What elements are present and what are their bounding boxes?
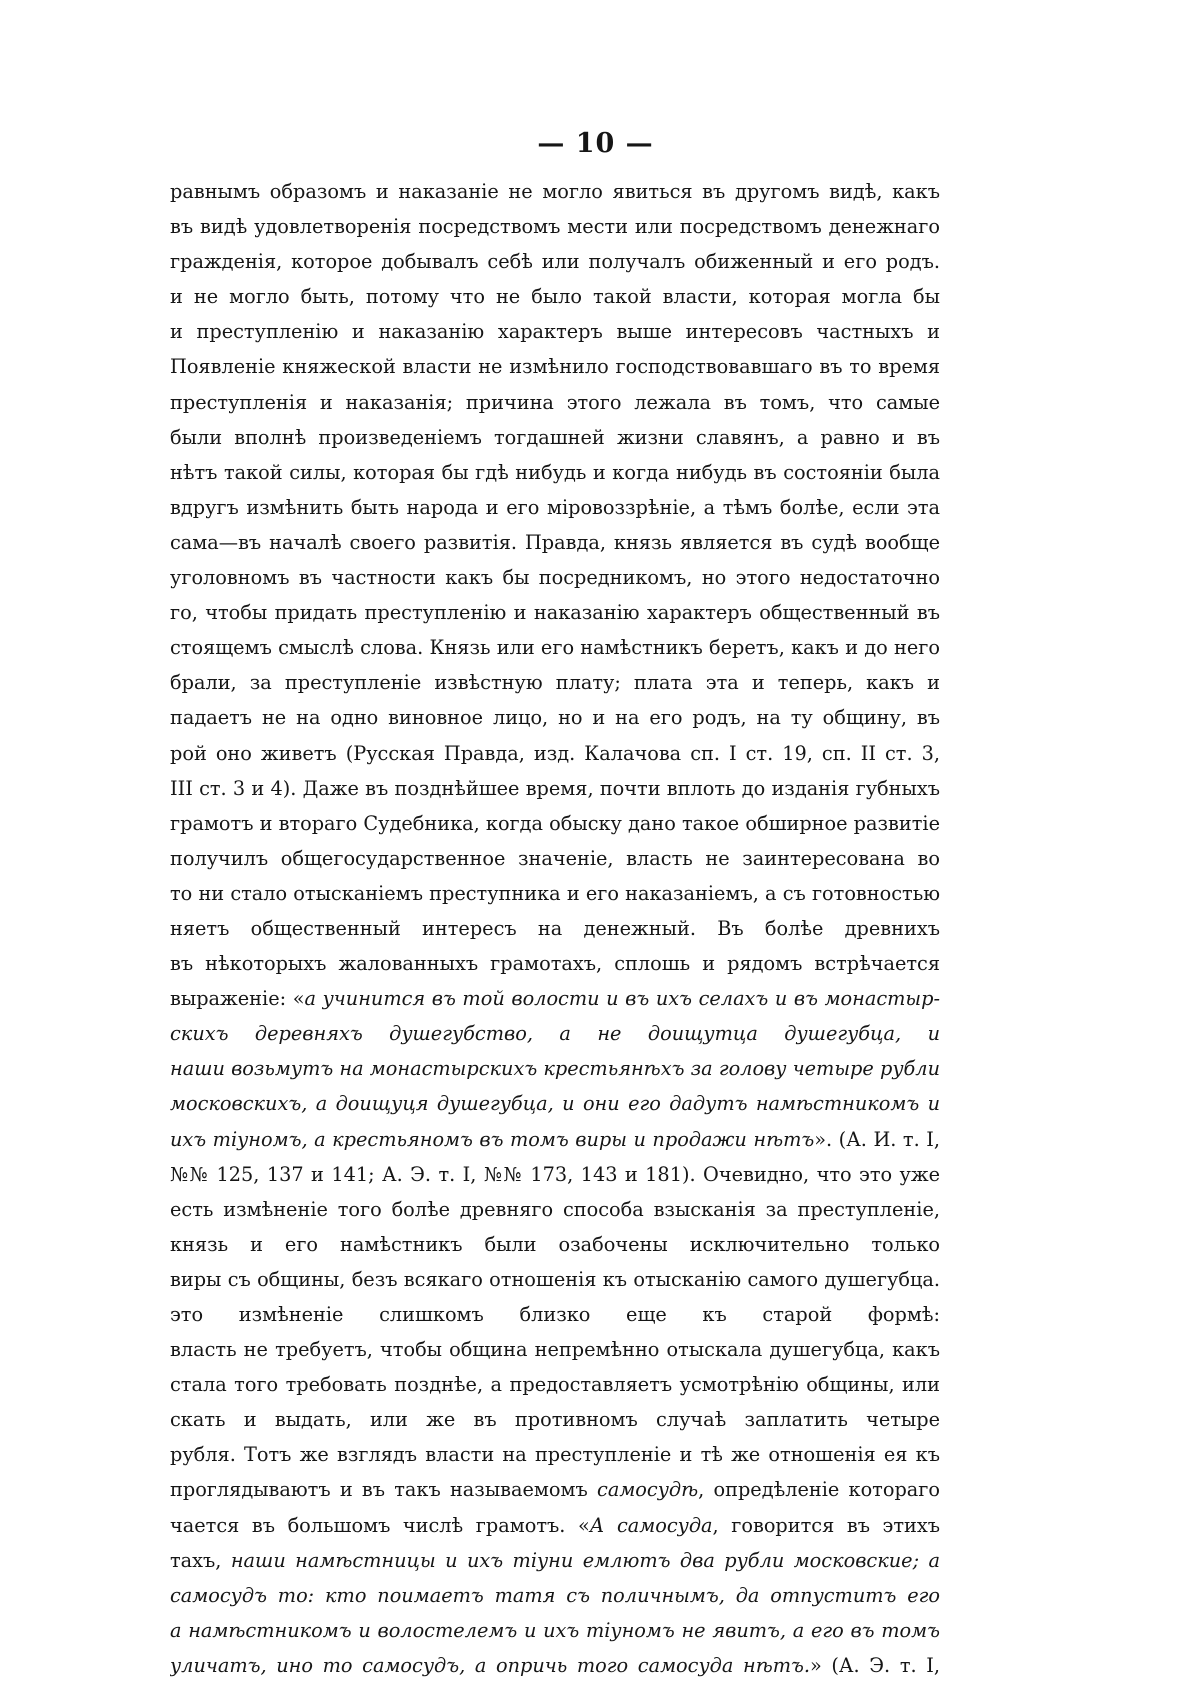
- text-line: [170, 736, 940, 771]
- text-line: [170, 1508, 940, 1543]
- text-segment: III ст. 3 и 4). Даже въ позднѣйшее время, почти вплоть до изданія губныхъ: [170, 776, 940, 800]
- text-line: [170, 1297, 940, 1332]
- text-segment: » (А. Э. т. I,: [809, 1653, 940, 1677]
- text-segment: скать и выдать, или же въ противномъ случаѣ заплатить четыре: [170, 1408, 940, 1432]
- text-line: [170, 595, 940, 630]
- text-line: [170, 876, 940, 911]
- text-segment: выраженіе: «: [170, 987, 305, 1011]
- text-segment: брали, за преступленіе извѣстную плату; плата эта и теперь, какъ и: [170, 671, 940, 695]
- text-segment: нѣтъ такой силы, которая бы гдѣ нибудь и когда нибудь въ состояніи была: [170, 460, 940, 484]
- italic-quote-segment: уличатъ, ино то самосудъ, а опричь того самосуда нѣтъ.: [170, 1653, 810, 1677]
- text-segment: равнымъ образомъ и наказаніе не могло явиться въ другомъ видѣ, какъ: [170, 180, 940, 203]
- italic-quote-segment: а учинится въ той волости и въ ихъ селахъ и въ монастыр-: [304, 987, 940, 1011]
- text-segment: и не могло быть, потому что не было такой власти, которая могла бы: [170, 285, 940, 309]
- text-line: [170, 1648, 940, 1683]
- text-line: [170, 560, 940, 595]
- text-segment: князь и его намѣстникъ были озабочены исключительно только: [170, 1232, 940, 1256]
- text-segment: , говорится въ этихъ: [712, 1513, 940, 1537]
- text-line: [170, 1262, 940, 1297]
- text-line: [170, 1367, 940, 1402]
- text-segment: , опредѣленіе котораго: [698, 1478, 940, 1502]
- italic-quote-segment: скихъ деревняхъ душегубство, а не доищутца душегубца, и: [170, 1022, 940, 1046]
- text-line: [170, 981, 940, 1016]
- text-line: [170, 314, 940, 349]
- text-line: [170, 1086, 940, 1121]
- text-segment: власть не требуетъ, чтобы община непремѣнно отыскала душегубца, какъ: [170, 1338, 940, 1362]
- text-segment: няетъ общественный интересъ на денежный. Въ болѣе древнихъ: [170, 916, 940, 940]
- text-segment: стала того требовать позднѣе, а предоставляетъ усмотрѣнію общины, или: [170, 1373, 940, 1397]
- text-line: [170, 1472, 940, 1507]
- text-line: [170, 1613, 940, 1648]
- text-line: [170, 1543, 940, 1578]
- text-line: [170, 209, 940, 244]
- text-segment: го, чтобы придать преступленію и наказанію характеръ общественный въ: [170, 601, 940, 625]
- text-segment: рой оно живетъ (Русская Правда, изд. Калачова сп. I ст. 19, сп. II ст. 3,: [170, 741, 940, 765]
- text-line: [170, 1051, 940, 1086]
- text-segment: сама—въ началѣ своего развитія. Правда, князь является въ судѣ вообще: [170, 530, 940, 554]
- text-line: [170, 420, 940, 455]
- text-line: [170, 385, 940, 420]
- text-segment: №№ 125, 137 и 141; А. Э. т. I, №№ 173, 143 и 181). Очевидно, что это уже: [170, 1162, 940, 1186]
- text-line: [170, 455, 940, 490]
- italic-quote-segment: самосудѣ: [597, 1478, 699, 1502]
- text-line: [170, 1227, 940, 1262]
- text-line: [170, 490, 940, 525]
- text-line: [170, 630, 940, 665]
- text-segment: рубля. Тотъ же взглядъ власти на преступленіе и тѣ же отношенія ея къ: [170, 1443, 940, 1467]
- italic-quote-segment: наши возьмутъ на монастырскихъ крестьянѣхъ за голову четыре рубли: [170, 1057, 940, 1081]
- text-line: [170, 806, 940, 841]
- italic-quote-segment: московскихъ, а доищуця душегубца, и они его дадутъ намѣстникомъ и: [170, 1092, 940, 1116]
- text-segment: уголовномъ въ частности какъ бы посредникомъ, но этого недостаточно: [170, 566, 940, 590]
- text-line: [170, 174, 940, 209]
- italic-quote-segment: самосудъ то: кто поимаетъ татя съ поличнымъ, да отпуститъ его: [170, 1583, 940, 1607]
- text-segment: получилъ общегосударственное значеніе, власть не заинтересована во: [170, 846, 940, 870]
- text-line: [170, 1402, 940, 1437]
- text-segment: гражденія, которое добывалъ себѣ или получалъ обиженный и его родъ.: [170, 250, 940, 274]
- text-segment: ». (А. И. т. I,: [814, 1127, 940, 1151]
- text-segment: это измѣненіе слишкомъ близко еще къ старой формѣ:: [170, 1303, 940, 1326]
- text-line: [170, 771, 940, 806]
- italic-quote-segment: наши намѣстницы и ихъ тіуни емлютъ два рубли московские; а: [230, 1548, 940, 1572]
- text-segment: проглядываютъ и въ такъ называемомъ: [170, 1478, 598, 1502]
- italic-quote-segment: А самосуда: [589, 1513, 713, 1537]
- page-number: — 10 —: [537, 128, 654, 159]
- text-line: [170, 279, 940, 314]
- text-segment: преступленія и наказанія; причина этого лежала въ томъ, что самые: [170, 390, 940, 414]
- text-segment: то ни стало отысканіемъ преступника и его наказаніемъ, а съ готовностью: [170, 881, 940, 905]
- text-line: [170, 841, 940, 876]
- text-segment: чается въ большомъ числѣ грамотъ. «: [170, 1513, 590, 1537]
- text-segment: въ видѣ удовлетворенія посредствомъ мести или посредствомъ денежнаго: [170, 215, 940, 239]
- text-line: [170, 1122, 940, 1157]
- text-line: [170, 1578, 940, 1613]
- text-line: [170, 1332, 940, 1367]
- text-segment: виры съ общины, безъ всякаго отношенія къ отысканію самого душегубца.: [170, 1267, 940, 1291]
- text-line: [170, 700, 940, 735]
- text-segment: Появленіе княжеской власти не измѣнило господствовавшаго въ то время: [170, 355, 940, 379]
- text-line: [170, 244, 940, 279]
- italic-quote-segment: ихъ тіуномъ, а крестьяномъ въ томъ виры и продажи нѣтъ: [170, 1127, 815, 1151]
- text-line: [170, 946, 940, 981]
- text-line: [170, 665, 940, 700]
- text-segment: тахъ,: [170, 1548, 231, 1572]
- text-segment: въ нѣкоторыхъ жалованныхъ грамотахъ, сплошь и рядомъ встрѣчается: [170, 952, 940, 976]
- italic-quote-segment: а намѣстникомъ и волостелемъ и ихъ тіуномъ не явитъ, а его въ томъ: [170, 1618, 940, 1642]
- text-segment: грамотъ и втораго Судебника, когда обыску дано такое обширное развитіе: [170, 811, 940, 835]
- text-line: [170, 1192, 940, 1227]
- text-line: [170, 349, 940, 384]
- text-line: [170, 1157, 940, 1192]
- text-segment: и преступленію и наказанію характеръ выше интересовъ частныхъ и: [170, 320, 940, 344]
- text-line: [170, 911, 940, 946]
- text-segment: вдругъ измѣнить быть народа и его міровоззрѣніе, а тѣмъ болѣе, если эта: [170, 495, 940, 519]
- text-segment: есть измѣненіе того болѣе древняго способа взысканія за преступленіе,: [170, 1197, 940, 1221]
- body-text: [170, 174, 940, 1683]
- text-segment: стоящемъ смыслѣ слова. Князь или его намѣстникъ беретъ, какъ и до него: [170, 636, 940, 660]
- text-line: [170, 1437, 940, 1472]
- text-line: [170, 525, 940, 560]
- text-segment: были вполнѣ произведеніемъ тогдашней жизни славянъ, а равно и въ: [170, 425, 940, 449]
- text-segment: падаетъ не на одно виновное лицо, но и на его родъ, на ту общину, въ: [170, 706, 940, 730]
- text-line: [170, 1016, 940, 1051]
